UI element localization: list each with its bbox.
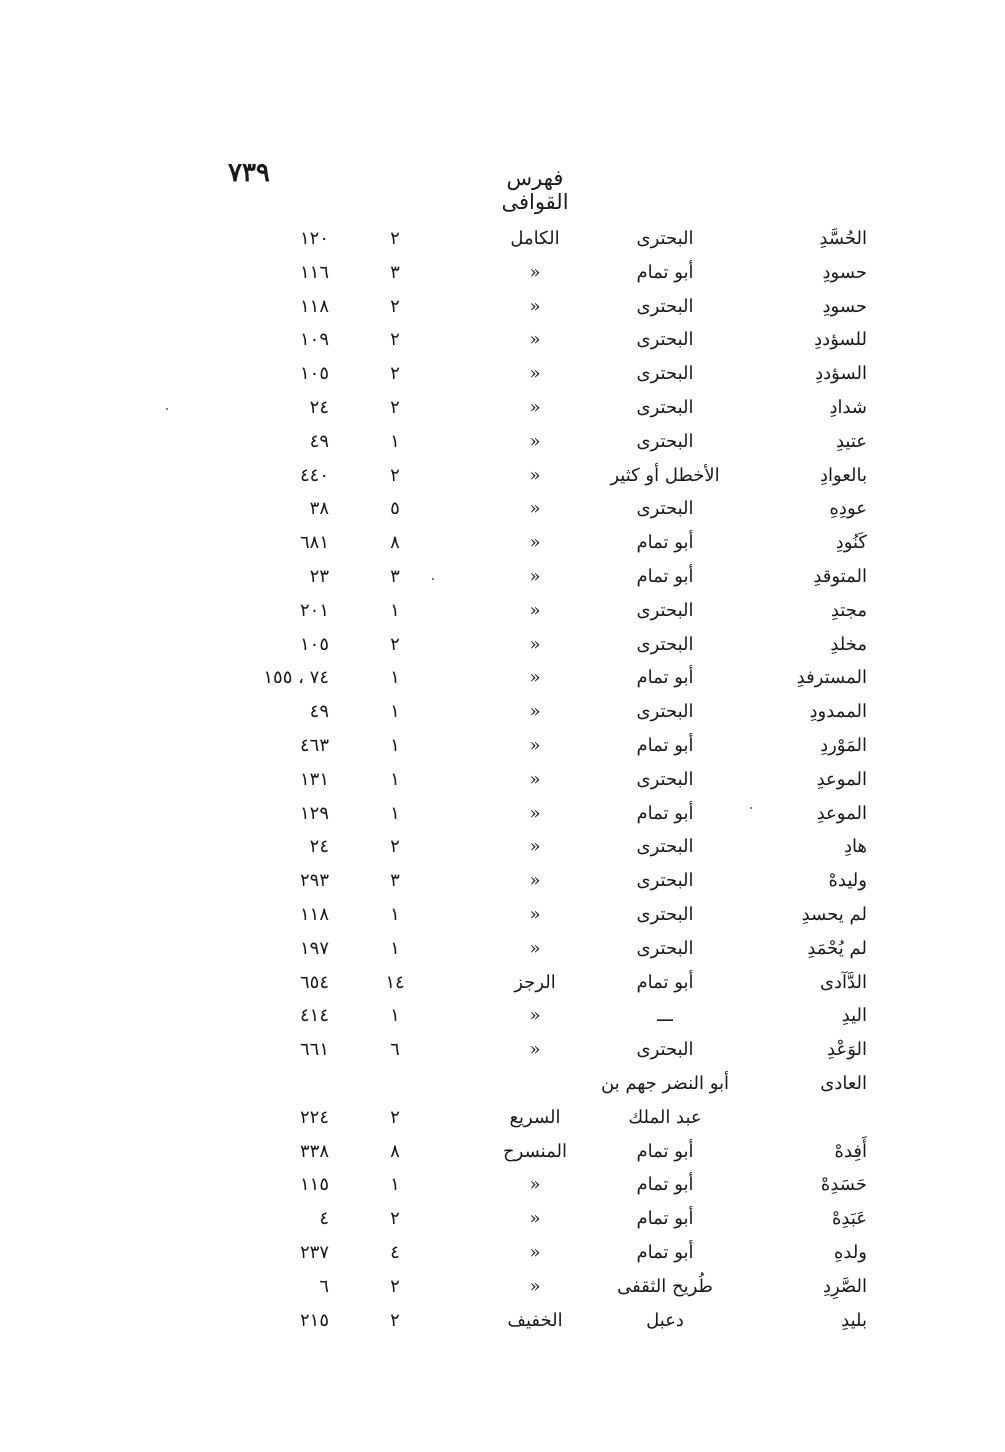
page-reference: ١٢٠ (299, 228, 329, 249)
poet-name: البحترى (636, 701, 694, 723)
verse-count: ٥ (390, 498, 400, 520)
poet-name: أبو تمام (636, 1208, 694, 1230)
rhyme-word: الدَّآدى (819, 971, 867, 993)
table-row (0, 832, 1005, 866)
meter-name: » (529, 734, 541, 756)
table-row (0, 1306, 1005, 1340)
poet-name: أبو النضر جهم بن (600, 1072, 730, 1094)
poet-name: أبو تمام (636, 667, 694, 689)
poet-name: أبو تمام (636, 261, 694, 283)
meter-name: » (529, 1005, 541, 1027)
table-row (0, 258, 1005, 292)
poet-name: أبو تمام (636, 565, 694, 587)
table-row (0, 1001, 1005, 1035)
meter-name: » (529, 430, 541, 452)
page-reference: ٣٨ (309, 498, 329, 520)
verse-count: ٤ (390, 1241, 400, 1263)
verse-count: ٣ (390, 261, 400, 283)
page-reference: ١٢٩ (299, 802, 329, 824)
verse-count: ٣ (390, 870, 400, 892)
meter-name: » (529, 870, 541, 892)
rhyme-word: مخلدِ (830, 633, 867, 655)
meter-name: » (529, 599, 541, 621)
table-row (0, 528, 1005, 562)
meter-name: » (529, 498, 541, 520)
page-reference: ٢٤ (309, 396, 329, 418)
meter-name: » (529, 667, 541, 689)
page-reference: ٦٨١ (299, 532, 329, 554)
poet-name: البحترى (636, 768, 694, 790)
table-row (0, 1272, 1005, 1306)
print-speck (166, 408, 168, 410)
table-row (0, 866, 1005, 900)
meter-name: » (529, 464, 541, 486)
rhyme-word: حَسَدِهْ (820, 1174, 867, 1196)
verse-count: ٢ (390, 633, 400, 655)
poet-name: أبو تمام (636, 1174, 694, 1196)
poet-name: الأخطل أو كثير (610, 464, 720, 486)
rhyme-word: عتيدِ (835, 430, 867, 452)
rhyme-word: العادى (820, 1072, 867, 1094)
rhyme-word: الموعدِ (816, 768, 867, 790)
verse-count: ٢ (390, 396, 400, 418)
rhyme-word: لم يحسدِ (801, 903, 867, 925)
meter-name: » (529, 1039, 541, 1061)
table-row (0, 900, 1005, 934)
page-reference: ٤٩ (309, 430, 329, 452)
poet-name: البحترى (636, 295, 694, 317)
page-reference: ٢٢٤ (299, 1106, 329, 1128)
verse-count: ١ (390, 768, 400, 790)
table-row (0, 461, 1005, 495)
meter-name: الخفيف (507, 1309, 563, 1331)
poet-name: البحترى (636, 1039, 694, 1061)
rhyme-word: ولدهِ (833, 1241, 867, 1263)
meter-name: » (529, 329, 541, 351)
verse-count: ٨ (390, 532, 400, 554)
verse-count: ٢ (390, 1106, 400, 1128)
meter-name: » (529, 363, 541, 385)
meter-name: » (529, 396, 541, 418)
page-reference: ١٠٥ (299, 363, 329, 385)
meter-name: » (529, 1241, 541, 1263)
verse-count: ٣ (390, 565, 400, 587)
table-row (0, 1069, 1005, 1103)
poet-name: البحترى (636, 363, 694, 385)
rhyme-word: كَنُودِ (835, 532, 867, 554)
verse-count: ٢ (390, 1309, 400, 1331)
table-row (0, 1170, 1005, 1204)
page-reference: ٦ (319, 1275, 329, 1297)
table-row (0, 630, 1005, 664)
verse-count: ١ (390, 903, 400, 925)
poet-name: البحترى (636, 633, 694, 655)
table-row (0, 494, 1005, 528)
table-row (0, 224, 1005, 258)
poet-name: عبد الملك (628, 1106, 702, 1128)
table-row (0, 359, 1005, 393)
verse-count: ٢ (390, 464, 400, 486)
poet-name: البحترى (636, 329, 694, 351)
table-row (0, 765, 1005, 799)
page-reference: ٢٩٣ (299, 870, 329, 892)
page-title: فهرس القوافى (501, 166, 569, 214)
meter-name: المنسرح (503, 1140, 567, 1162)
page-reference: ٦٥٤ (299, 971, 329, 993)
verse-count: ١٤ (385, 971, 405, 993)
meter-name: » (529, 532, 541, 554)
rhyme-word: شدادِ (829, 396, 867, 418)
rhyme-word: وليدهْ (828, 870, 867, 892)
page-reference: ٦٦١ (299, 1039, 329, 1061)
page-reference: ٢٣ (309, 565, 329, 587)
table-row (0, 1204, 1005, 1238)
rhyme-index-table (0, 224, 1005, 1339)
verse-count: ١ (390, 734, 400, 756)
table-row (0, 596, 1005, 630)
table-row (0, 562, 1005, 596)
table-row (0, 393, 1005, 427)
rhyme-word: الموعدِ (816, 802, 867, 824)
verse-count: ٢ (390, 1275, 400, 1297)
print-speck (432, 578, 434, 580)
meter-name: الرجز (514, 971, 556, 993)
page-reference: ٢٤ (309, 836, 329, 858)
table-row (0, 731, 1005, 765)
page-reference: ٧٤ ، ١٥٥ (263, 667, 329, 689)
table-row (0, 1137, 1005, 1171)
table-row (0, 663, 1005, 697)
verse-count: ١ (390, 1005, 400, 1027)
verse-count: ٦ (390, 1039, 400, 1061)
verse-count: ٢ (390, 836, 400, 858)
table-row (0, 968, 1005, 1002)
meter-name: » (529, 1275, 541, 1297)
page-reference: ١٠٩ (299, 329, 329, 351)
table-row (0, 1103, 1005, 1137)
rhyme-word: عَبَدِهْ (831, 1208, 867, 1230)
rhyme-word: الوَعْدِ (827, 1039, 867, 1061)
page-reference: ٣٣٨ (299, 1140, 329, 1162)
table-row (0, 427, 1005, 461)
poet-name: دعبل (646, 1309, 684, 1331)
meter-name: » (529, 1174, 541, 1196)
page-reference: ٢٠١ (299, 599, 329, 621)
table-row (0, 697, 1005, 731)
poet-name: أبو تمام (636, 532, 694, 554)
verse-count: ١ (390, 701, 400, 723)
rhyme-word: هادِ (844, 836, 867, 858)
verse-count: ١ (390, 667, 400, 689)
poet-name: أبو تمام (636, 802, 694, 824)
rhyme-word: لم يُحْمَدِ (807, 937, 867, 959)
page-reference: ١٠٥ (299, 633, 329, 655)
table-row (0, 1035, 1005, 1069)
poet-name: أبو تمام (636, 1241, 694, 1263)
verse-count: ٢ (390, 363, 400, 385)
rhyme-word: بالعوادِ (820, 464, 867, 486)
rhyme-word: حسودِ (822, 261, 867, 283)
page-reference: ١١٥ (299, 1174, 329, 1196)
meter-name: » (529, 633, 541, 655)
table-row (0, 1238, 1005, 1272)
page-reference: ١٣١ (299, 768, 329, 790)
poet-name: أبو تمام (636, 1140, 694, 1162)
poet-name: البحترى (636, 498, 694, 520)
page-reference: ١١٨ (299, 903, 329, 925)
poet-name: البحترى (636, 903, 694, 925)
meter-name: » (529, 261, 541, 283)
meter-name: » (529, 295, 541, 317)
poet-name: البحترى (636, 937, 694, 959)
rhyme-word: المسترفدِ (796, 667, 867, 689)
meter-name: » (529, 937, 541, 959)
verse-count: ٨ (390, 1140, 400, 1162)
page-reference: ١١٦ (299, 261, 329, 283)
table-row (0, 934, 1005, 968)
verse-count: ١ (390, 937, 400, 959)
rhyme-word: الصَّرِدِ (822, 1275, 867, 1297)
poet-name: البحترى (636, 870, 694, 892)
page-reference: ٤٦٣ (299, 734, 329, 756)
meter-name: » (529, 903, 541, 925)
rhyme-word: الممدودِ (809, 701, 867, 723)
poet-name: البحترى (636, 228, 694, 249)
rhyme-word: الحُسَّدِ (819, 228, 867, 249)
verse-count: ١ (390, 599, 400, 621)
meter-name: » (529, 701, 541, 723)
meter-name: » (529, 802, 541, 824)
verse-count: ٢ (390, 295, 400, 317)
rhyme-word: المَوْردِ (820, 734, 867, 756)
poet-name: أبو تمام (636, 734, 694, 756)
page-reference: ٢١٥ (299, 1309, 329, 1331)
meter-name: » (529, 1208, 541, 1230)
page-reference: ٤٩ (309, 701, 329, 723)
rhyme-word: أَفِدهْ (834, 1140, 867, 1162)
page-reference: ٤١٤ (299, 1005, 329, 1027)
page-reference: ٢٣٧ (299, 1241, 329, 1263)
verse-count: ١ (390, 1174, 400, 1196)
poet-name: طُريح الثقفى (617, 1275, 713, 1297)
page-reference: ٤ (319, 1208, 329, 1230)
rhyme-word: بليدِ (841, 1309, 867, 1331)
poet-name: البحترى (636, 396, 694, 418)
page-number: ٧٣٩ (228, 158, 270, 188)
rhyme-word: حسودِ (822, 295, 867, 317)
poet-name: البحترى (636, 836, 694, 858)
poet-name: ـــ (657, 1005, 673, 1027)
poet-name: البحترى (636, 430, 694, 452)
meter-name: » (529, 565, 541, 587)
meter-name: السريع (509, 1106, 561, 1128)
page-reference: ٤٤٠ (299, 464, 329, 486)
print-speck (750, 807, 752, 809)
verse-count: ٢ (390, 1208, 400, 1230)
page-reference: ١٩٧ (299, 937, 329, 959)
rhyme-word: عودِهِ (829, 498, 867, 520)
meter-name: » (529, 836, 541, 858)
page-reference: ١١٨ (299, 295, 329, 317)
verse-count: ٢ (390, 329, 400, 351)
rhyme-word: اليدِ (841, 1005, 867, 1027)
verse-count: ٢ (390, 228, 400, 249)
meter-name: » (529, 768, 541, 790)
rhyme-word: المتوقدِ (813, 565, 867, 587)
table-row (0, 292, 1005, 326)
poet-name: أبو تمام (636, 971, 694, 993)
poet-name: البحترى (636, 599, 694, 621)
table-row (0, 799, 1005, 833)
rhyme-word: للسؤددِ (814, 329, 867, 351)
meter-name: الكامل (510, 228, 560, 249)
rhyme-word: مجتدِ (830, 599, 867, 621)
rhyme-word: السؤددِ (815, 363, 867, 385)
table-row (0, 325, 1005, 359)
verse-count: ١ (390, 430, 400, 452)
verse-count: ١ (390, 802, 400, 824)
